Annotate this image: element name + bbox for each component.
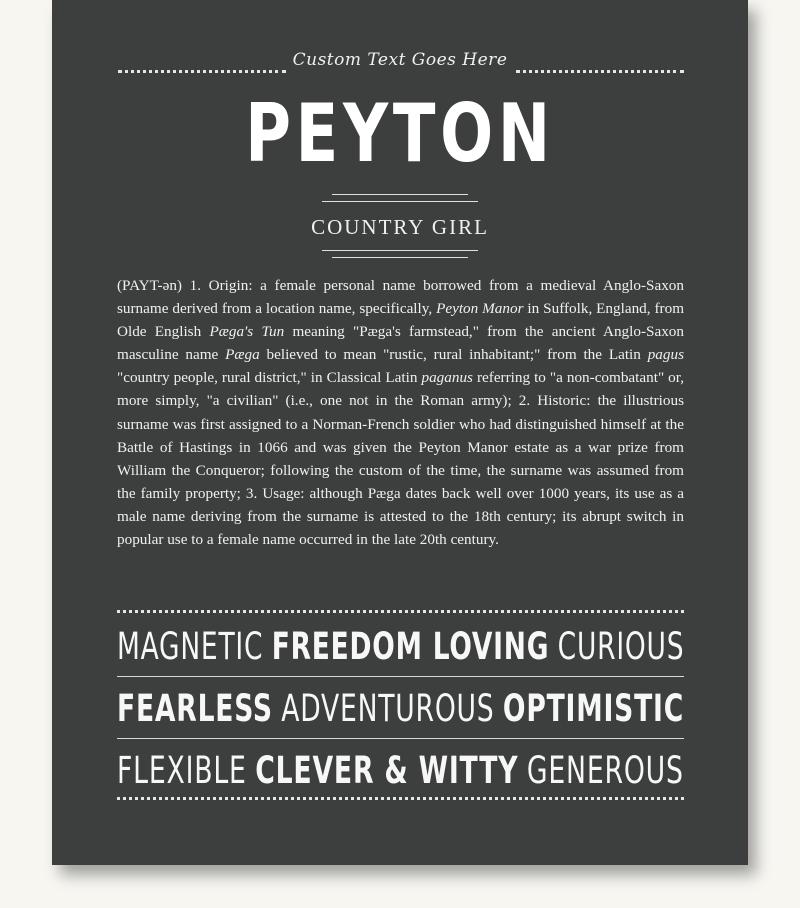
poster-subtitle: COUNTRY GIRL — [311, 215, 489, 239]
definition-italic-term: Peyton Manor — [436, 300, 524, 318]
subtitle-underline-rule-1 — [322, 250, 478, 251]
name-underline-rule-2 — [322, 201, 478, 202]
definition-text-segment: in Suffolk, England, from Olde English — [117, 300, 685, 341]
definition-italic-term: Pæga's Tun — [209, 323, 285, 341]
trait-word: CURIOUS — [557, 625, 685, 668]
top-left-dotted-rule — [118, 70, 286, 73]
trait-row-1 — [117, 622, 684, 672]
definition-text-segment: 1. Origin: a female personal name borrowed from a medieval Anglo-Saxon surname derived from a location name, specifically, — [117, 277, 684, 318]
subtitle-underline-rule-2 — [332, 257, 468, 258]
trait-word: OPTIMISTIC — [502, 687, 685, 730]
poster-name-title: PEYTON — [245, 87, 555, 180]
name-poster — [52, 0, 748, 865]
name-definition-text — [117, 274, 684, 551]
trait-word: FEARLESS — [117, 687, 273, 730]
custom-text-script: Custom Text Goes Here — [292, 50, 508, 70]
definition-body — [117, 277, 684, 548]
trait-row-3-inner — [117, 746, 684, 796]
traits-top-dotted-rule — [117, 610, 684, 613]
definition-italic-term: paganus — [421, 369, 473, 387]
top-right-dotted-rule — [516, 70, 684, 73]
trait-word: ADVENTUROUS — [281, 687, 495, 730]
definition-text-segment: "country people, rural district," in Classical Latin — [117, 369, 422, 387]
trait-word: MAGNETIC — [117, 625, 264, 668]
trait-row-2 — [117, 684, 684, 734]
trait-row-divider-2 — [117, 738, 684, 739]
definition-italic-term: pagus — [647, 346, 684, 364]
name-underline-rule-1 — [332, 194, 468, 195]
trait-word: FREEDOM LOVING — [271, 625, 550, 668]
trait-row-divider-1 — [117, 676, 684, 677]
trait-word: GENEROUS — [526, 749, 684, 792]
definition-italic-term: Pæga — [225, 346, 260, 364]
pronunciation: (PAYT-ən) — [117, 277, 182, 294]
trait-word: FLEXIBLE — [117, 749, 247, 792]
trait-word: CLEVER & WITTY — [255, 749, 519, 792]
traits-bottom-dotted-rule — [117, 797, 684, 800]
trait-row-1-inner — [117, 622, 684, 672]
trait-row-3 — [117, 746, 684, 796]
definition-text-segment: referring to "a non-combatant" or, more simply, "a civilian" (i.e., one not in the Roman army); 2. Historic: the illustrious surname was first assigned to a Norman-French soldier who had distinguished himself at the Battle of Hastings in 1066 and was given the Peyton Manor estate as a war prize from William the Conqueror; following the custom of the time, the surname was assumed from the family property; 3. Usage: although Pæga dates back well over 1000 years, its use as a male name deriving from the surname is attested to the 18th century; its abrupt switch in popular use to a female name occurred in the late 20th century. — [117, 369, 684, 549]
definition-text-segment: meaning "Pæga's farmstead," from the ancient Anglo-Saxon masculine name — [117, 323, 684, 364]
trait-row-2-inner — [117, 684, 684, 734]
definition-text-segment: believed to mean "rustic, rural inhabitant;" from the Latin — [259, 346, 648, 364]
